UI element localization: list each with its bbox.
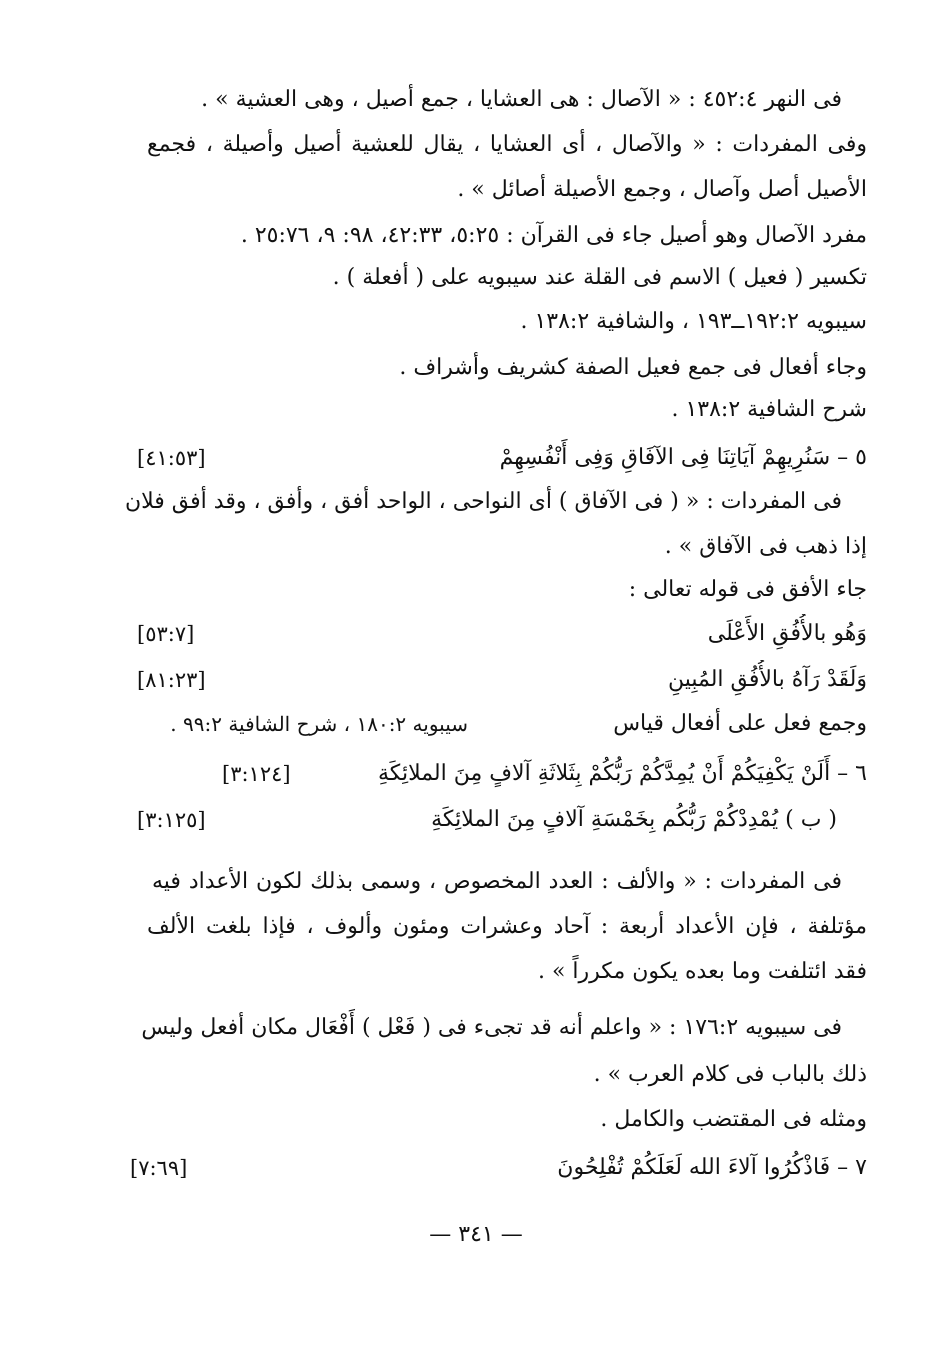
- text-line: [0, 80, 952, 120]
- line-text: سيبويه ١٩٢:٢ــ١٩٣ ، والشافية ١٣٨:٢ .: [520, 309, 867, 334]
- text-line: [0, 754, 952, 794]
- line-text: جاء الأفق فى قوله تعالى :: [628, 577, 867, 602]
- text-line: [0, 1100, 952, 1140]
- line-text: فى النهر ٤٥٢:٤ : « الآصال : هى العشايا ، جمع أصيل ، وهى العشية » .: [201, 87, 842, 112]
- line-text: ومثله فى المقتضب والكامل .: [600, 1107, 867, 1132]
- line-text: ٦ – أَلَنْ يَكْفِيَكُمْ أَنْ يُمِدَّكُمْ رَبُّكُمْ بِثَلاثَةِ آلافٍ مِنَ الملائِكَةِ: [378, 761, 867, 786]
- text-line: [0, 614, 952, 654]
- reference-citation: [٧:٦٩]: [130, 1156, 188, 1180]
- page-number: — ٣٤١ —: [429, 1222, 523, 1247]
- text-line: [0, 1148, 952, 1188]
- line-text: فى سيبويه ١٧٦:٢ : « واعلم أنه قد تجىء فى ( فَعْل ) أَفْعَال مكان أفعل وليس: [141, 1015, 842, 1040]
- reference-citation: [٨١:٢٣]: [137, 668, 206, 692]
- text-line: [0, 390, 952, 430]
- reference-citation: سيبويه ١٨٠:٢ ، شرح الشافية ٩٩:٢ .: [170, 712, 468, 736]
- text-line: [0, 660, 952, 700]
- reference-citation: [٥٣:٧]: [137, 622, 195, 646]
- text-line: [0, 258, 952, 298]
- line-text: وجمع فعل على أفعال قياس: [613, 711, 867, 736]
- line-text: وَهُو بالأُفُقِ الأَعْلَى: [707, 621, 867, 646]
- text-line: [0, 527, 952, 567]
- text-line: [0, 862, 952, 902]
- line-text: ذلك بالباب فى كلام العرب » .: [593, 1062, 867, 1087]
- line-text: فى المفردات : « والألف : العدد المخصوص ، وسمى بذلك لكون الأعداد فيه: [152, 869, 842, 894]
- line-text: وَلَقَدْ رَآهُ بالأُفُقِ المُبِينِ: [667, 667, 867, 692]
- reference-citation: [٣:١٢٤]: [222, 762, 291, 786]
- text-line: [0, 704, 952, 744]
- text-line: [0, 570, 952, 610]
- line-text: مفرد الآصال وهو أصيل جاء فى القرآن : ٥:٢٥، ٤٢:٣٣، ٩٨: ٩، ٢٥:٧٦ .: [240, 223, 867, 248]
- line-text: ٥ – سَنُرِيهِمْ آيَاتِنَا فِى الآفَاقِ وَفِى أَنْفُسِهِمْ: [499, 445, 867, 470]
- text-line: [0, 125, 952, 165]
- text-line: [0, 348, 952, 388]
- line-text: وفى المفردات : « والآصال ، أى العشايا ، يقال للعشية أصيل وأصيلة ، فجمع: [147, 132, 867, 157]
- text-line: [0, 170, 952, 210]
- text-line: [0, 302, 952, 342]
- line-text: الأصيل أصل وآصال ، وجمع الأصيلة أصائل » .: [457, 177, 867, 202]
- line-text: شرح الشافية ١٣٨:٢ .: [671, 397, 867, 422]
- text-line: [0, 800, 952, 840]
- line-text: ( ب ) يُمْدِدْكُمْ رَبُّكُم بِخَمْسَةِ آلافٍ مِنَ الملائِكَةِ: [431, 807, 837, 832]
- line-text: تكسير ( فعيل ) الاسم فى القلة عند سيبويه على ( أفعلة ) .: [332, 265, 867, 290]
- text-line: [0, 482, 952, 522]
- text-line: [0, 1055, 952, 1095]
- reference-citation: [٣:١٢٥]: [137, 808, 206, 832]
- text-line: [0, 438, 952, 478]
- line-text: وجاء أفعال فى جمع فعيل الصفة كشريف وأشراف .: [399, 355, 867, 380]
- text-line: [0, 907, 952, 947]
- line-text: فقد ائتلفت وما بعده يكون مكرراً » .: [537, 959, 867, 984]
- text-line: [0, 952, 952, 992]
- reference-citation: [٤١:٥٣]: [137, 446, 206, 470]
- text-line: [0, 1008, 952, 1048]
- line-text: فى المفردات : « ( فى الآفاق ) أى النواحى ، الواحد أفق ، وأفق ، وقد أفق فلان: [125, 489, 842, 514]
- text-line: [0, 216, 952, 256]
- line-text: مؤتلفة ، فإن الأعداد أربعة : آحاد وعشرات ومئون وألوف ، فإذا بلغت الألف: [147, 914, 867, 939]
- line-text: إذا ذهب فى الآفاق » .: [664, 534, 867, 559]
- line-text: ٧ – فَاذْكُرُوا آلاءَ الله لَعَلَكُمْ تُفْلِحُونَ: [557, 1155, 867, 1180]
